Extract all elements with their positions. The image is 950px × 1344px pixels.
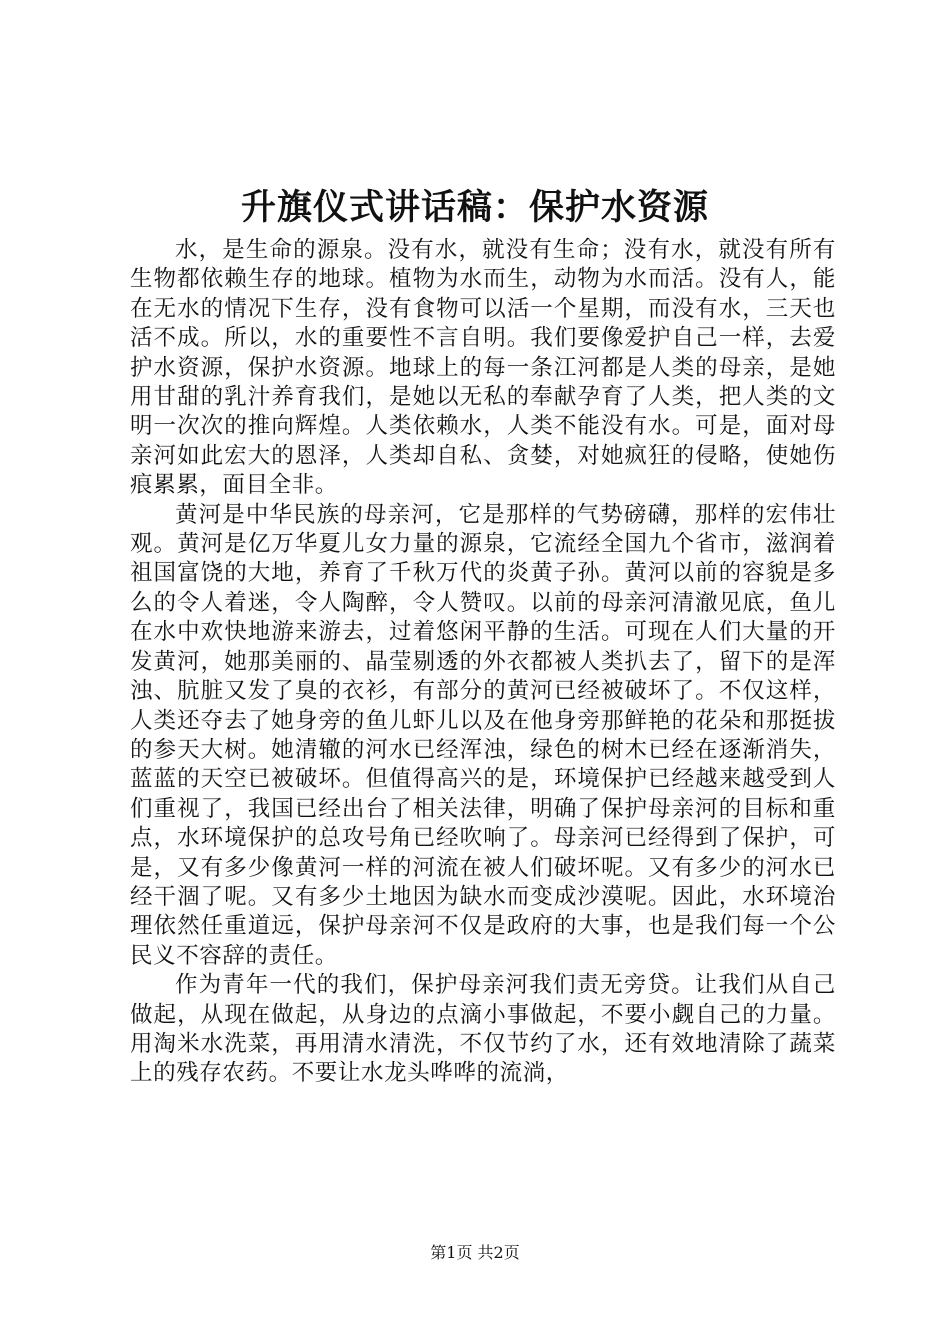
page-title: 升旗仪式讲话稿：保护水资源 (240, 188, 709, 228)
document-body (130, 236, 836, 1089)
paragraph-2: 黄河是中华民族的母亲河，它是那样的气势磅礴，那样的宏伟壮观。黄河是亿万华夏儿女力量的源泉，它流经全国九个省市，滋润着祖国富饶的大地，养育了千秋万代的炎黄子孙。黄河以前的容貌是多么的令人着迷，令人陶醉，令人赞叹。以前的母亲河清澈见底，鱼儿在水中欢快地游来游去，过着悠闲平静的生活。可现在人们大量的开发黄河，她那美丽的、晶莹剔透的外衣都被人类扒去了，留下的是浑浊、肮脏又发了臭的衣衫，有部分的黄河已经被破坏了。不仅这样，人类还夺去了她身旁的鱼儿虾儿以及在他身旁那鲜艳的花朵和那挺拔的参天大树。她清辙的河水已经浑浊，绿色的树木已经在逐渐消失，蓝蓝的天空已被破坏。但值得高兴的是，环境保护已经越来越受到人们重视了，我国已经出台了相关法律，明确了保护母亲河的目标和重点，水环境保护的总攻号角已经吹响了。母亲河已经得到了保护，可是，又有多少像黄河一样的河流在被人们破坏呢。又有多少的河水已经干涸了呢。又有多少土地因为缺水而变成沙漠呢。因此，水环境治理依然任重道远，保护母亲河不仅是政府的大事，也是我们每一个公民义不容辞的责任。 (130, 501, 836, 969)
page-number-footer: 第1页 共2页 (430, 1243, 520, 1262)
paragraph-1: 水，是生命的源泉。没有水，就没有生命；没有水，就没有所有生物都依赖生存的地球。植物为水而生，动物为水而活。没有人，能在无水的情况下生存，没有食物可以活一个星期，而没有水，三天也活不成。所以，水的重要性不言自明。我们要像爱护自己一样，去爱护水资源，保护水资源。地球上的每一条江河都是人类的母亲，是她用甘甜的乳汁养育我们，是她以无私的奉献孕育了人类，把人类的文明一次次的推向辉煌。人类依赖水，人类不能没有水。可是，面对母亲河如此宏大的恩泽，人类却自私、贪婪，对她疯狂的侵略，使她伤痕累累，面目全非。 (130, 237, 836, 499)
paragraph-3: 作为青年一代的我们，保护母亲河我们责无旁贷。让我们从自己做起，从现在做起，从身边的点滴小事做起，不要小觑自己的力量。用淘米水洗菜，再用清水清洗，不仅节约了水，还有效地清除了蔬菜上的残存农药。不要让水龙头哗哗的流淌， (130, 972, 836, 1087)
